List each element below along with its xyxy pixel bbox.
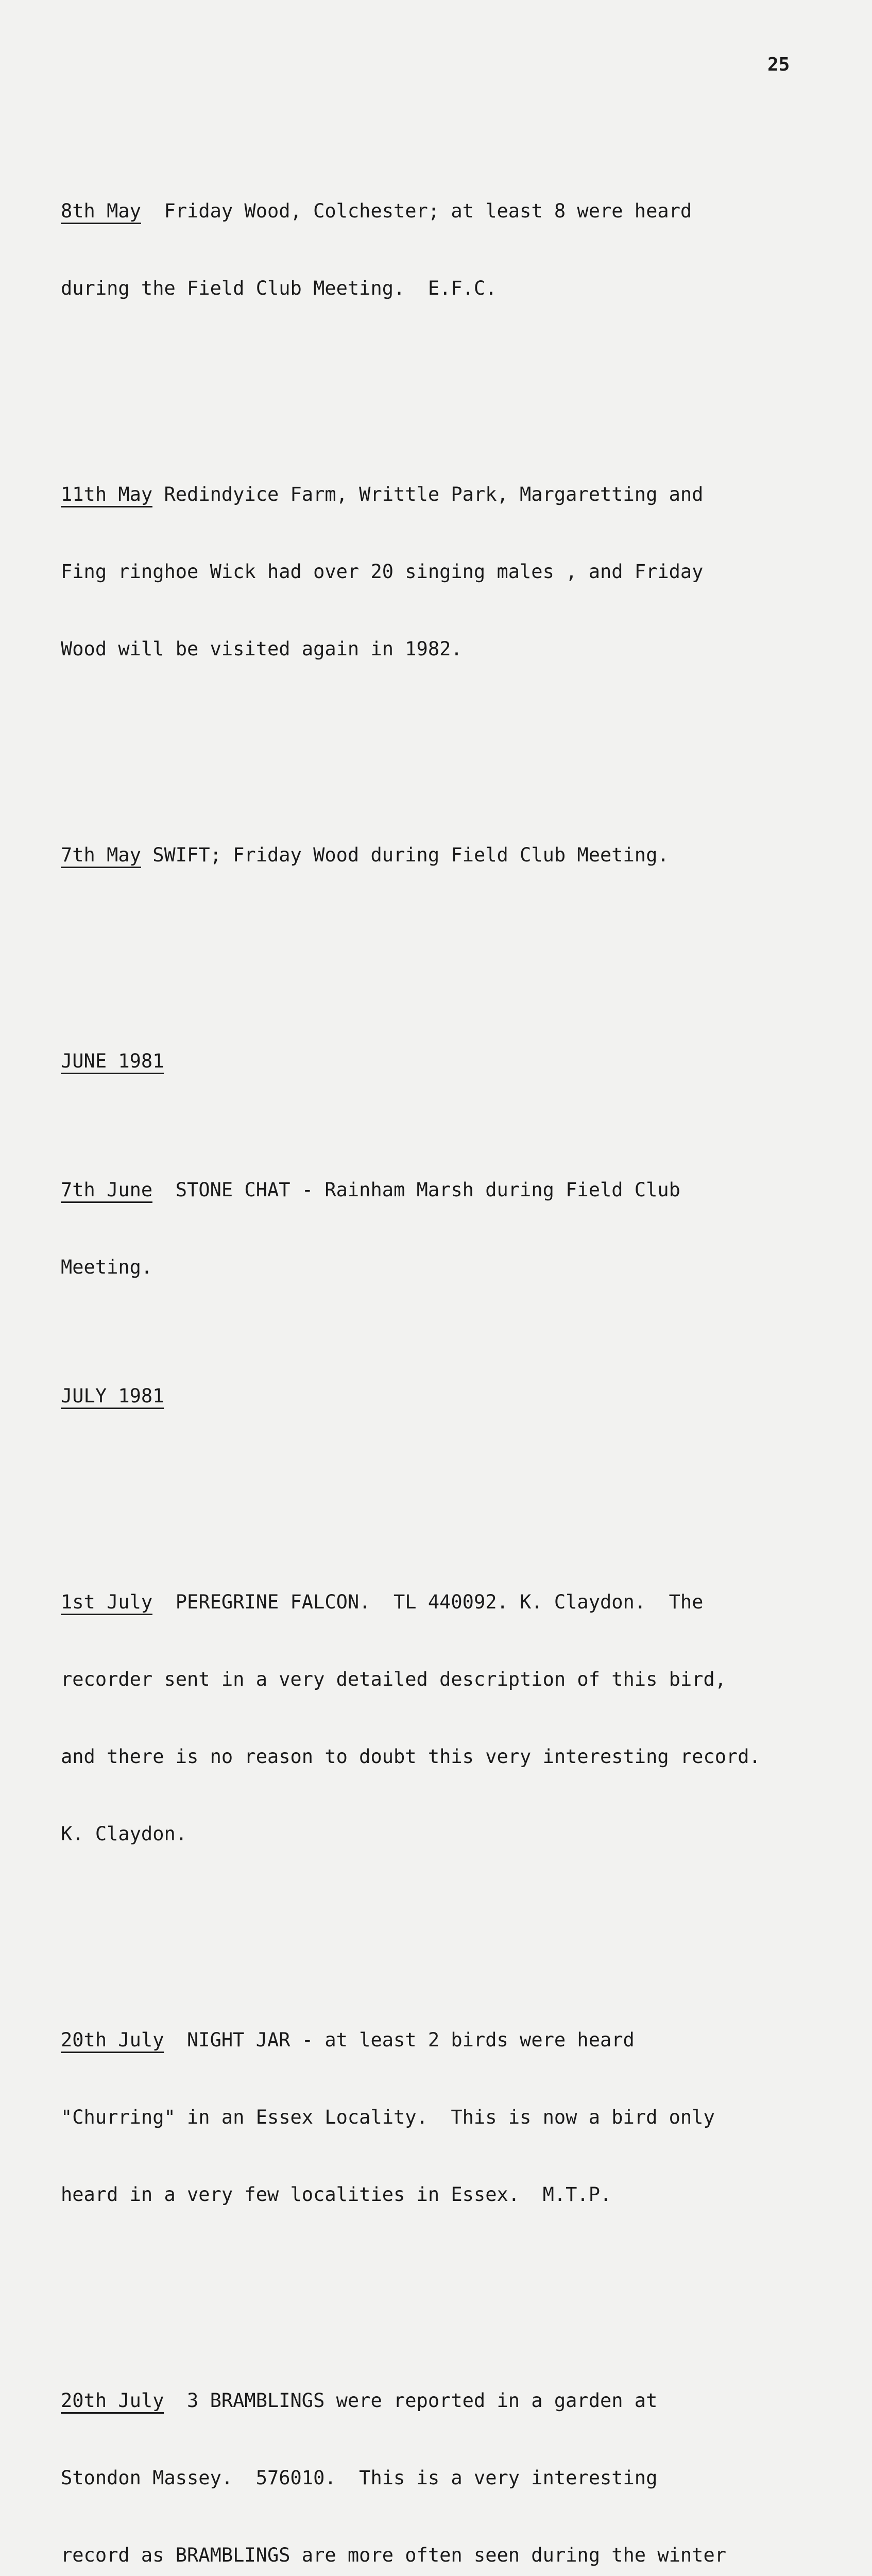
record-line: Fing ringhoe Wick had over 20 singing males , and Friday: [61, 561, 704, 583]
record-text: NIGHT JAR - at least 2 birds were heard: [164, 2029, 635, 2051]
record-text: Redindyice Farm, Writtle Park, Margaretting and: [152, 483, 704, 505]
month-heading: JUNE 1981: [61, 1050, 164, 1074]
record-line: Wood will be visited again in 1982.: [61, 638, 463, 660]
record-date: 7th May: [61, 844, 141, 868]
page-number: 25: [767, 54, 790, 75]
record-line: [61, 1589, 833, 1615]
month-heading: JULY 1981: [61, 1385, 164, 1409]
month-heading-line: [61, 1383, 833, 1409]
record-line: during the Field Club Meeting. E.F.C.: [61, 277, 497, 299]
record-date: 7th June: [61, 1179, 152, 1203]
record-text: SWIFT; Friday Wood during Field Club Meeting.: [141, 844, 669, 866]
record-line: heard in a very few localities in Essex. M.T.P.: [61, 2183, 612, 2206]
record-text: STONE CHAT - Rainham Marsh during Field Club: [152, 1179, 680, 1201]
record-line: [61, 482, 833, 507]
record-line: [61, 1177, 833, 1203]
record-line: [61, 198, 833, 224]
record-line: [61, 842, 833, 868]
record-line: [61, 2027, 833, 2053]
record-date: 20th July: [61, 2029, 164, 2053]
record-line: and there is no reason to doubt this very interesting record.: [61, 1745, 761, 1768]
record-date: 8th May: [61, 200, 141, 224]
record-line: record as BRAMBLINGS are more often seen during the winter: [61, 2544, 727, 2566]
bird-records: [61, 121, 833, 2576]
record-date: 11th May: [61, 483, 152, 507]
month-heading-line: [61, 1048, 833, 1074]
record-text: Friday Wood, Colchester; at least 8 were heard: [141, 200, 692, 222]
record-date: 20th July: [61, 2389, 164, 2414]
record-text: PEREGRINE FALCON. TL 440092. K. Claydon. The: [152, 1591, 704, 1613]
record-line: "Churring" in an Essex Locality. This is now a bird only: [61, 2106, 715, 2128]
record-line: recorder sent in a very detailed description of this bird,: [61, 1668, 727, 1690]
record-text: 3 BRAMBLINGS were reported in a garden at: [164, 2389, 658, 2412]
record-line: Meeting.: [61, 1256, 153, 1278]
record-line: K. Claydon.: [61, 1823, 187, 1845]
record-line: Stondon Massey. 576010. This is a very interesting: [61, 2467, 658, 2489]
record-date: 1st July: [61, 1591, 152, 1615]
record-line: [61, 2388, 833, 2414]
